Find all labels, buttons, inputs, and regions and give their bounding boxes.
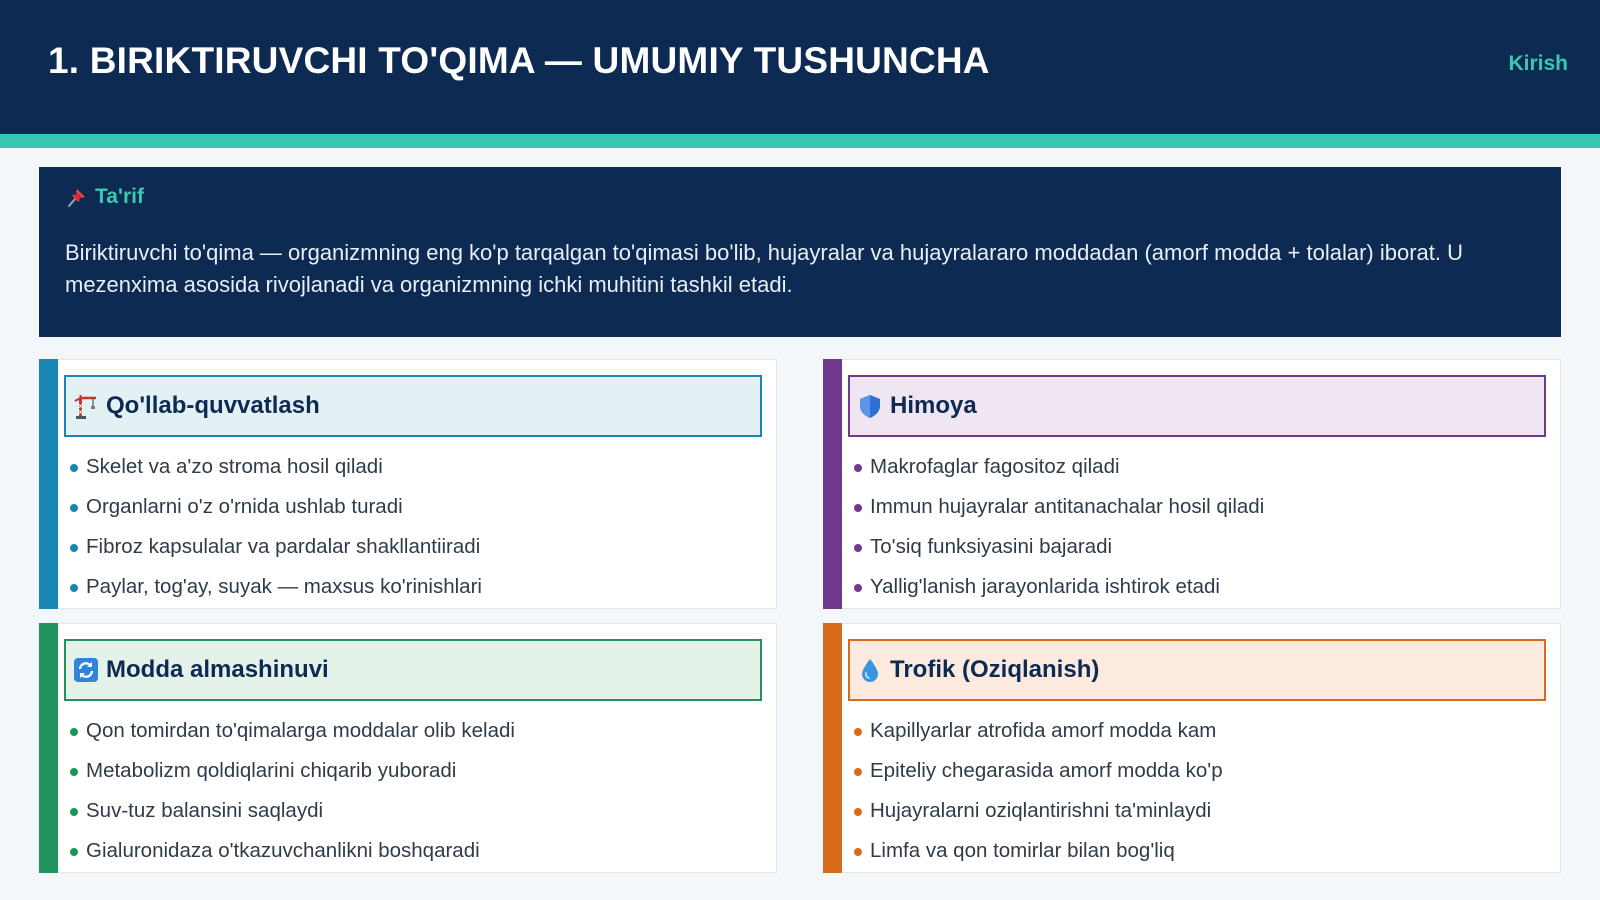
card-accent-strip xyxy=(823,359,842,609)
definition-text: Biriktiruvchi to'qima — organizmning eng ko'p tarqalgan to'qimasi bo'lib, hujayralar va hujayralararo moddadan (amorf modda + tolalar) iborat. U mezenxima asosida rivojlanadi va organizmning ichki muhitini tashkil etadi. xyxy=(65,240,1463,297)
list-item: Fibroz kapsulalar va pardalar shakllantiiradi xyxy=(70,527,482,567)
accent-bar xyxy=(0,134,1600,148)
card-list xyxy=(70,711,515,871)
card-header xyxy=(848,375,1546,437)
list-item: Epiteliy chegarasida amorf modda ko'p xyxy=(854,751,1223,791)
card-list xyxy=(70,447,482,607)
definition-heading-label: Ta'rif xyxy=(95,185,144,208)
list-item: Kapillyarlar atrofida amorf modda kam xyxy=(854,711,1223,751)
list-item: Immun hujayralar antitanachalar hosil qiladi xyxy=(854,487,1264,527)
card-header xyxy=(64,375,762,437)
crane-icon xyxy=(72,392,100,420)
droplet-icon xyxy=(856,656,884,684)
list-item: Gialuronidaza o'tkazuvchanlikni boshqaradi xyxy=(70,831,515,871)
card-trophic xyxy=(823,623,1561,873)
page-title: 1. BIRIKTIRUVCHI TO'QIMA — UMUMIY TUSHUNCHA xyxy=(48,40,990,81)
shield-icon xyxy=(856,392,884,420)
list-item: Qon tomirdan to'qimalarga moddalar olib keladi xyxy=(70,711,515,751)
list-item: Hujayralarni oziqlantirishni ta'minlaydi xyxy=(854,791,1223,831)
card-support xyxy=(39,359,777,609)
list-item: Yallig'lanish jarayonlarida ishtirok etadi xyxy=(854,567,1264,607)
card-list xyxy=(854,447,1264,607)
card-title: Himoya xyxy=(890,392,977,419)
definition-box xyxy=(39,167,1561,337)
card-list xyxy=(854,711,1223,871)
list-item: Metabolizm qoldiqlarini chiqarib yuboradi xyxy=(70,751,515,791)
list-item: Organlarni o'z o'rnida ushlab turadi xyxy=(70,487,482,527)
card-accent-strip xyxy=(39,623,58,873)
list-item: To'siq funksiyasini bajaradi xyxy=(854,527,1264,567)
refresh-icon xyxy=(72,656,100,684)
list-item: Suv-tuz balansini saqlaydi xyxy=(70,791,515,831)
card-accent-strip xyxy=(39,359,58,609)
card-header xyxy=(848,639,1546,701)
pushpin-icon xyxy=(65,185,89,209)
list-item: Makrofaglar fagositoz qiladi xyxy=(854,447,1264,487)
card-header xyxy=(64,639,762,701)
card-title: Trofik (Oziqlanish) xyxy=(890,656,1100,683)
list-item: Paylar, tog'ay, suyak — maxsus ko'rinishlari xyxy=(70,567,482,607)
list-item: Skelet va a'zo stroma hosil qiladi xyxy=(70,447,482,487)
card-title: Modda almashinuvi xyxy=(106,656,329,683)
list-item: Limfa va qon tomirlar bilan bog'liq xyxy=(854,831,1223,871)
card-metabolism xyxy=(39,623,777,873)
card-protection xyxy=(823,359,1561,609)
header xyxy=(0,0,1600,134)
card-accent-strip xyxy=(823,623,842,873)
definition-heading xyxy=(65,185,1535,209)
card-title: Qo'llab-quvvatlash xyxy=(106,392,320,419)
section-tag: Kirish xyxy=(1508,52,1568,75)
